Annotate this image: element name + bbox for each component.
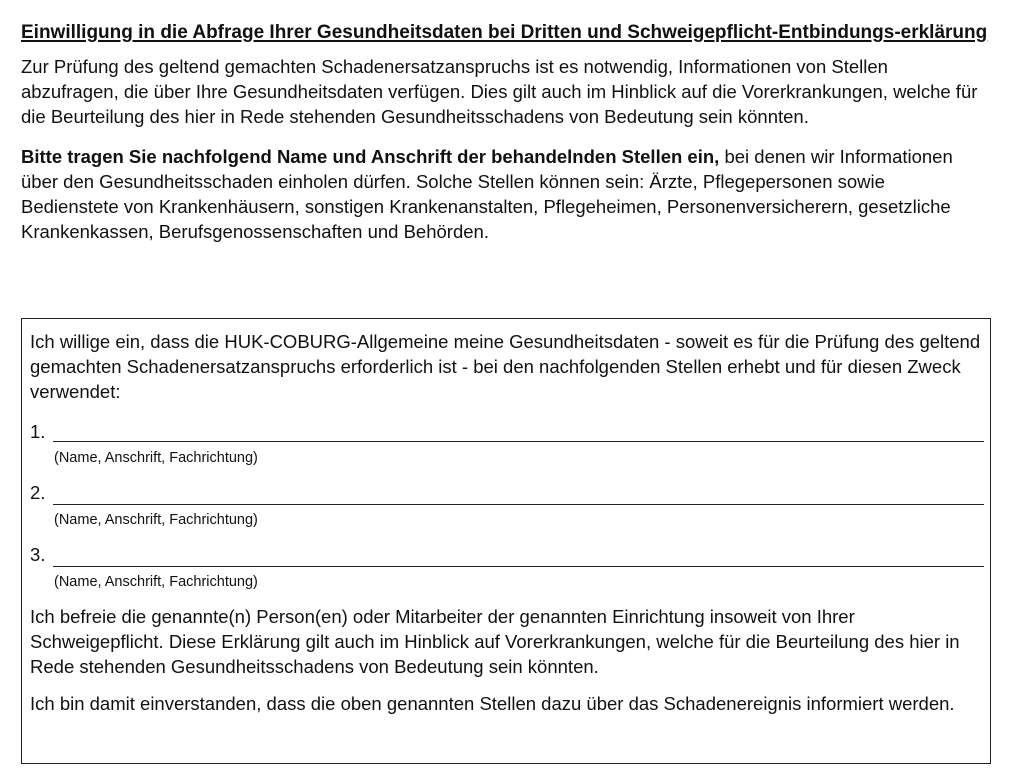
instruction-bold-text: Bitte tragen Sie nachfolgend Name und Anschrift der behandelnden Stellen ein,: [21, 146, 720, 167]
intro-paragraph: Zur Prüfung des geltend gemachten Schadenersatzanspruchs ist es notwendig, Informationen von Stellen abzufragen, die über Ihre Gesundheitsdaten verfügen. Dies gilt auch im Hinblick auf die Vorerkrankungen, welche für die Beurteilung des hier in Rede stehenden Gesundheitsschadens von Bedeutung sein könnten.: [21, 56, 978, 127]
consent-intro: Ich willige ein, dass die HUK-COBURG-Allgemeine meine Gesundheitsdaten - soweit es für die Prüfung des geltend gemachten Schadenersatzanspruchs erforderlich ist - bei den nachfolgenden Stellen erhebt und für diesen Zweck verwendet:: [30, 331, 981, 402]
entry-3-input-line[interactable]: [53, 566, 984, 567]
instruction-rest-text: bei denen wir Informationen über den Gesundheitsschaden einholen dürfen. Solche Stellen können sein: Ärzte, Pflegepersonen sowie Bedienstete von Krankenhäusern, sonstigen Krankenanstalten, Pflegeheimen, Personenversicherern, gesetzliche Krankenkassen, Berufsgenossenschaften und Behörden.: [21, 146, 953, 242]
document-title: Einwilligung in die Abfrage Ihrer Gesundheitsdaten bei Dritten und Schweigepflicht-Entbindungs-erklärung: [21, 22, 988, 43]
entry-1-caption: (Name, Anschrift, Fachrichtung): [54, 450, 258, 466]
entry-1-number: 1.: [30, 421, 46, 442]
consent-box: [21, 318, 991, 764]
entry-3-number: 3.: [30, 544, 46, 565]
entry-2-number: 2.: [30, 482, 46, 503]
entry-2-caption: (Name, Anschrift, Fachrichtung): [54, 512, 258, 528]
agreement-paragraph: Ich bin damit einverstanden, dass die oben genannten Stellen dazu über das Schadenereignis informiert werden.: [30, 693, 955, 714]
release-paragraph: Ich befreie die genannte(n) Person(en) oder Mitarbeiter der genannten Einrichtung insoweit von Ihrer Schweigepflicht. Diese Erklärung gilt auch im Hinblick auf Vorerkrankungen, welche für die Beurteilung des hier in Rede stehenden Gesundheitsschadens von Bedeutung sein könnten.: [30, 606, 960, 677]
entry-1-input-line[interactable]: [53, 441, 984, 442]
instruction-paragraph: [21, 144, 986, 244]
entry-3-caption: (Name, Anschrift, Fachrichtung): [54, 574, 258, 590]
entry-2-input-line[interactable]: [53, 504, 984, 505]
document-body: [21, 20, 996, 244]
